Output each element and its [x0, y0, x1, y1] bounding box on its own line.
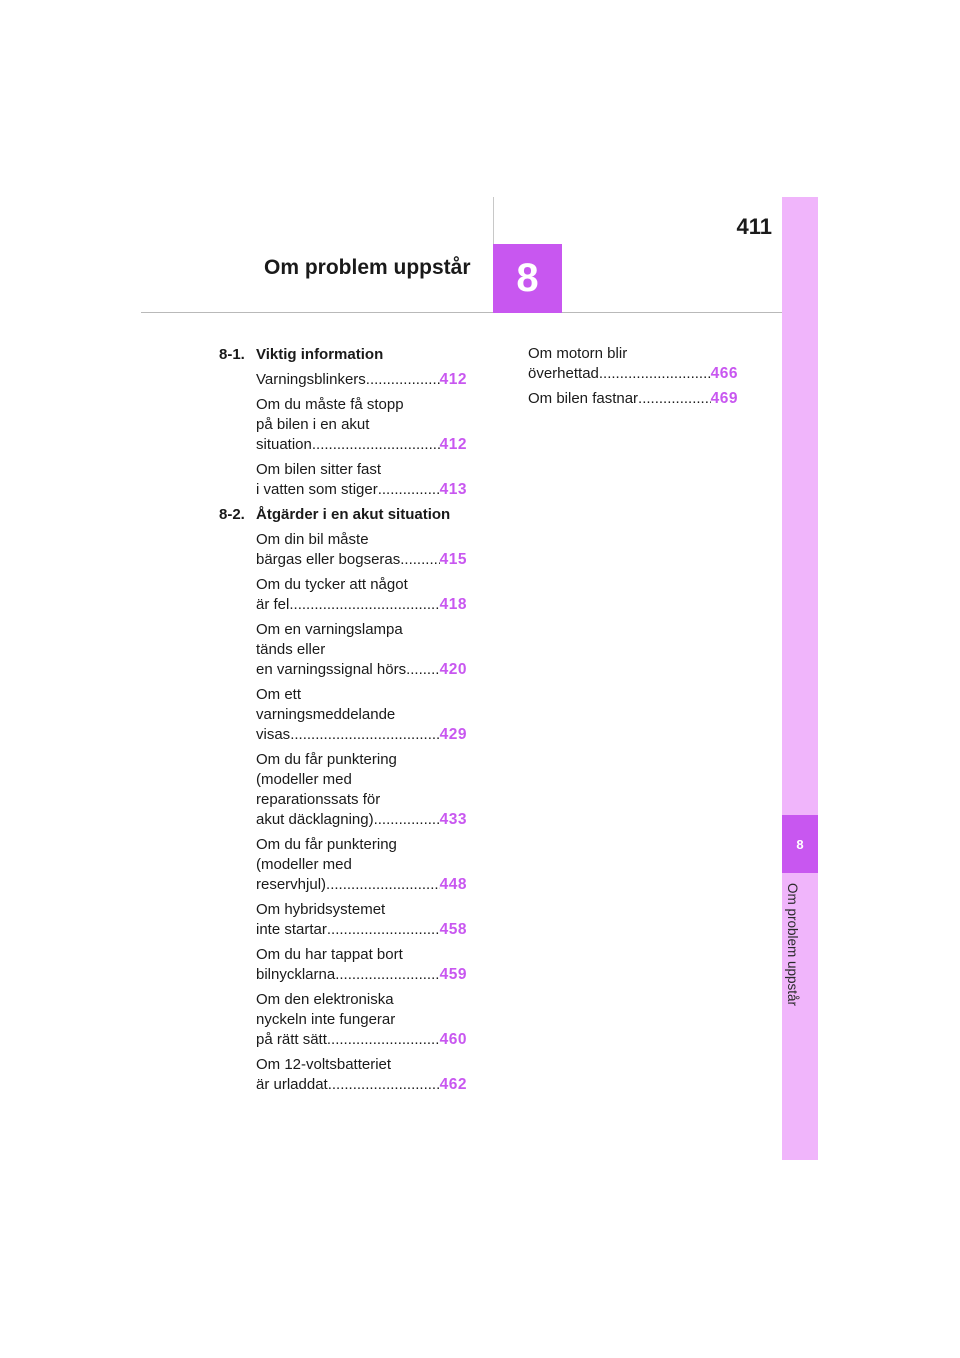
- toc-entry-last-line: [256, 435, 467, 455]
- toc-entry-line: Om du måste få stopp: [256, 396, 404, 413]
- toc-entry[interactable]: [256, 1055, 467, 1095]
- toc-entry-line: nyckeln inte fungerar: [256, 1011, 396, 1028]
- toc-entry-line: Om du får punktering: [256, 836, 397, 853]
- toc-entry-text: bärgas eller bogseras: [256, 551, 401, 568]
- toc-entry-line: Om du får punktering: [256, 751, 397, 768]
- toc-entry-lines: [256, 530, 467, 570]
- toc-entry-line: (modeller med: [256, 856, 352, 873]
- toc-entry-line: Om hybridsystemet: [256, 901, 386, 918]
- toc-page-link[interactable]: 462: [439, 1076, 467, 1093]
- toc-entry[interactable]: [256, 750, 467, 830]
- toc-page-link[interactable]: 466: [710, 365, 738, 382]
- toc-entry-last-line: [256, 810, 467, 830]
- toc-entry-last-line: [256, 595, 467, 615]
- toc-entry[interactable]: [528, 389, 738, 409]
- toc-page-link[interactable]: 458: [439, 921, 467, 938]
- toc-leader-dots: [312, 435, 440, 455]
- toc-page-link[interactable]: 460: [439, 1031, 467, 1048]
- toc-entry[interactable]: [256, 900, 467, 940]
- toc-entry-lines: [256, 1055, 467, 1095]
- toc-leader-dots: [366, 370, 440, 390]
- toc-column-left: [219, 345, 467, 1100]
- toc-entry-text: i vatten som stiger: [256, 481, 378, 498]
- toc-entry[interactable]: [256, 530, 467, 570]
- page-number: 411: [736, 214, 772, 239]
- toc-page-link[interactable]: 469: [710, 390, 738, 407]
- toc-leader-dots: [400, 550, 439, 570]
- toc-entry[interactable]: [256, 620, 467, 680]
- toc-entry-last-line: [256, 1075, 467, 1095]
- toc-column-right: [528, 344, 738, 414]
- toc-entry-lines: [256, 575, 467, 615]
- toc-entry-line: Om du har tappat bort: [256, 946, 403, 963]
- toc-section-number: 8-2.: [219, 506, 245, 523]
- toc-entry[interactable]: [256, 945, 467, 985]
- toc-section-heading: [219, 345, 467, 365]
- toc-entry-lines: [256, 395, 467, 455]
- toc-entry-lines: [256, 750, 467, 830]
- toc-leader-dots: [378, 480, 440, 500]
- toc-entry-line: Om den elektroniska: [256, 991, 394, 1008]
- toc-section-heading: [219, 505, 467, 525]
- header-rule: [141, 312, 782, 313]
- toc-entry-text: inte startar: [256, 921, 327, 938]
- toc-entry[interactable]: [256, 990, 467, 1050]
- toc-entry-lines: [256, 990, 467, 1050]
- toc-entry-last-line: [256, 965, 467, 985]
- toc-entry-line: Om din bil måste: [256, 531, 369, 548]
- toc-entry[interactable]: [256, 370, 467, 390]
- toc-page-link[interactable]: 413: [439, 481, 467, 498]
- toc-entry-last-line: [256, 725, 467, 745]
- toc-entry-lines: [256, 460, 467, 500]
- side-tab-number: 8: [782, 815, 818, 873]
- toc-entry-line: Om du tycker att något: [256, 576, 408, 593]
- toc-entry-last-line: [528, 364, 738, 384]
- chapter-number-box: 8: [493, 244, 562, 313]
- toc-entry-text: Om bilen fastnar: [528, 390, 639, 407]
- toc-leader-dots: [638, 389, 711, 409]
- toc-entry-last-line: [256, 660, 467, 680]
- toc-page-link[interactable]: 412: [439, 436, 467, 453]
- toc-entry-text: en varningssignal hörs: [256, 661, 407, 678]
- toc-entry-last-line: [256, 550, 467, 570]
- toc-entry-lines: [256, 835, 467, 895]
- toc-leader-dots: [599, 364, 711, 384]
- toc-leader-dots: [327, 1030, 440, 1050]
- toc-page-link[interactable]: 418: [439, 596, 467, 613]
- toc-page-link[interactable]: 412: [439, 371, 467, 388]
- toc-entry-last-line: [528, 389, 738, 409]
- toc-section-number: 8-1.: [219, 346, 245, 363]
- side-tab: [782, 197, 818, 1160]
- toc-entry-text: är fel: [256, 596, 290, 613]
- toc-entry-line: Om motorn blir: [528, 345, 628, 362]
- toc-entry-lines: [528, 344, 738, 384]
- toc-entry-lines: [256, 900, 467, 940]
- toc-leader-dots: [326, 875, 440, 895]
- toc-entry-text: reservhjul): [256, 876, 327, 893]
- toc-entry-lines: [256, 685, 467, 745]
- toc-entry-text: på rätt sätt: [256, 1031, 327, 1048]
- toc-page-link[interactable]: 448: [439, 876, 467, 893]
- toc-leader-dots: [406, 660, 440, 680]
- toc-entry-text: är urladdat: [256, 1076, 328, 1093]
- toc-entry-line: tänds eller: [256, 641, 326, 658]
- toc-entry-text: akut däcklagning): [256, 811, 374, 828]
- toc-page-link[interactable]: 420: [439, 661, 467, 678]
- toc-leader-dots: [290, 725, 439, 745]
- toc-entry-text: situation: [256, 436, 312, 453]
- toc-entry-line: på bilen i en akut: [256, 416, 370, 433]
- toc-entry-line: Om ett: [256, 686, 302, 703]
- toc-entry[interactable]: [256, 460, 467, 500]
- toc-entry-last-line: [256, 920, 467, 940]
- toc-page-link[interactable]: 415: [439, 551, 467, 568]
- toc-page-link[interactable]: 433: [439, 811, 467, 828]
- toc-entry[interactable]: [528, 344, 738, 384]
- toc-leader-dots: [327, 920, 440, 940]
- toc-entry-lines: [256, 370, 467, 390]
- toc-leader-dots: [289, 595, 439, 615]
- toc-leader-dots: [335, 965, 439, 985]
- toc-entry-line: (modeller med: [256, 771, 352, 788]
- toc-entry[interactable]: [256, 575, 467, 615]
- toc-entry[interactable]: [256, 395, 467, 455]
- chapter-title: Om problem uppstår: [264, 256, 471, 279]
- toc-entry[interactable]: [256, 835, 467, 895]
- toc-entry-line: Om bilen sitter fast: [256, 461, 382, 478]
- toc-entry-text: Varningsblinkers: [256, 371, 366, 388]
- toc-leader-dots: [374, 810, 440, 830]
- toc-entry-text: visas: [256, 726, 291, 743]
- toc-entry-lines: [256, 945, 467, 985]
- toc-entry-lines: [256, 620, 467, 680]
- toc-entry[interactable]: [256, 685, 467, 745]
- toc-entry-lines: [528, 389, 738, 409]
- side-tab-label: Om problem uppstår: [785, 883, 800, 1007]
- toc-entry-last-line: [256, 875, 467, 895]
- toc-leader-dots: [328, 1075, 440, 1095]
- toc-entry-line: Om 12-voltsbatteriet: [256, 1056, 392, 1073]
- toc-section-title: Viktig information: [256, 346, 384, 363]
- toc-section-title: Åtgärder i en akut situation: [256, 506, 451, 523]
- toc-entry-line: Om en varningslampa: [256, 621, 403, 638]
- toc-page-link[interactable]: 459: [439, 966, 467, 983]
- toc-entry-text: överhettad: [528, 365, 599, 382]
- toc-entry-last-line: [256, 370, 467, 390]
- toc-page-link[interactable]: 429: [439, 726, 467, 743]
- toc-entry-last-line: [256, 1030, 467, 1050]
- toc-entry-line: reparationssats för: [256, 791, 381, 808]
- toc-entry-line: varningsmeddelande: [256, 706, 396, 723]
- toc-entry-text: bilnycklarna: [256, 966, 336, 983]
- toc-entry-last-line: [256, 480, 467, 500]
